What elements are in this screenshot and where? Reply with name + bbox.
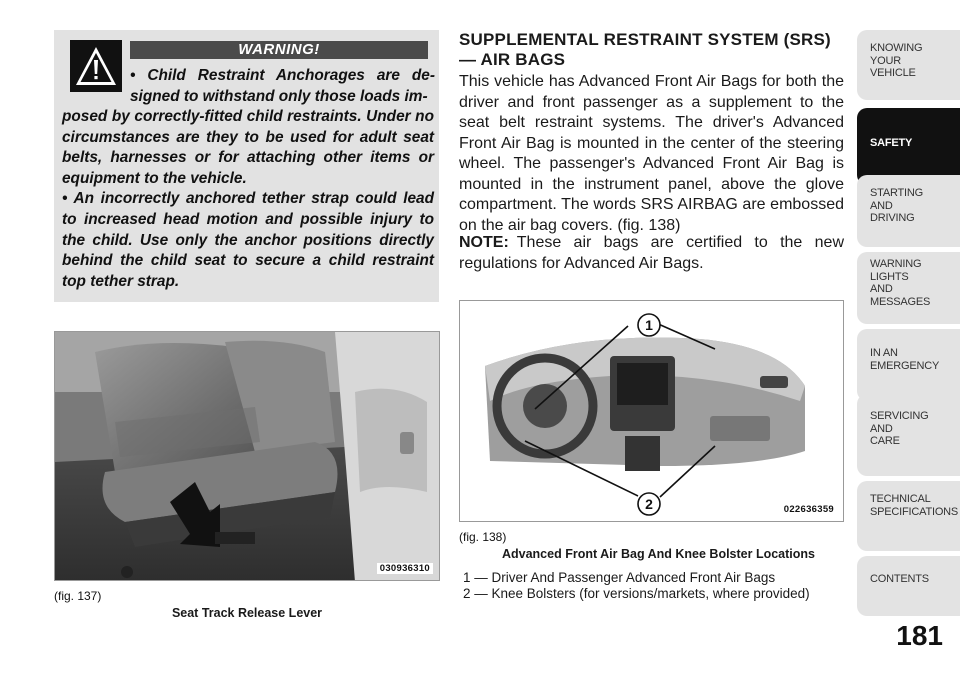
- warning-title: WARNING!: [130, 41, 428, 59]
- tab-starting-and-driving[interactable]: STARTING AND DRIVING: [857, 175, 960, 247]
- callout-1: 1: [645, 317, 653, 333]
- note-label: NOTE:: [459, 234, 509, 251]
- note-paragraph: [459, 233, 844, 274]
- figure-caption: Seat Track Release Lever: [171, 606, 323, 620]
- figure-caption: Advanced Front Air Bag And Knee Bolster Locations: [501, 547, 815, 561]
- tab-contents[interactable]: CONTENTS: [857, 556, 960, 616]
- tab-servicing-and-care[interactable]: SERVICING AND CARE: [857, 394, 960, 476]
- legend-item: 1 — Driver And Passenger Advanced Front Air Bags: [463, 570, 776, 585]
- tab-in-an-emergency[interactable]: IN AN EMERGENCY: [857, 329, 960, 401]
- warning-item-1-start: • Child Restraint Anchorages are de-signed to withstand only those loads im-: [130, 67, 435, 105]
- warning-item-1-rest: posed by correctly-fitted child restraints. Under no circumstances are they to be used for adult seat belts, harnesses or for attaching other items or equipment to the vehicle.: [62, 108, 434, 187]
- callout-2: 2: [645, 496, 653, 512]
- tab-warning-lights-and-messages[interactable]: WARNING LIGHTS AND MESSAGES: [857, 252, 960, 324]
- seat-track-image: [54, 331, 440, 581]
- page-number: 181: [896, 620, 943, 651]
- tab-safety[interactable]: SAFETY: [857, 108, 960, 185]
- dashboard-image: [459, 300, 844, 522]
- tab-knowing-your-vehicle[interactable]: KNOWING YOUR VEHICLE: [857, 30, 960, 100]
- warning-text-body: [62, 107, 434, 292]
- figure-label: (fig. 138): [459, 530, 507, 544]
- figure-label: (fig. 137): [54, 589, 102, 603]
- figure-code: 022636359: [781, 504, 837, 515]
- note-text: These air bags are certified to the new regulations for Advanced Air Bags.: [459, 234, 844, 272]
- section-body: This vehicle has Advanced Front Air Bags for both the driver and front passenger as a supplement to the seat belt restraint systems. The driver's Advanced Front Air Bag is mounted in the center of the steering wheel. The passenger's Advanced Front Air Bag is mounted in the instrument panel, above the glove compartment. The words SRS AIRBAG are embossed on the air bag covers. (fig. 138): [459, 73, 844, 234]
- section-heading: SUPPLEMENTAL RESTRAINT SYSTEM (SRS) — AIR BAGS: [459, 30, 831, 69]
- tab-technical-specifications[interactable]: TECHNICAL SPECIFICATIONS: [857, 481, 960, 551]
- warning-item-2: • An incorrectly anchored tether strap could lead to increased head motion and possible injury to the child. Use only the anchor positions directly behind the child seat to secure a child restraint top tether strap.: [62, 190, 434, 290]
- warning-triangle-icon: [70, 40, 122, 92]
- figure-code: 030936310: [377, 563, 433, 574]
- legend-item: 2 — Knee Bolsters (for versions/markets, where provided): [463, 586, 810, 601]
